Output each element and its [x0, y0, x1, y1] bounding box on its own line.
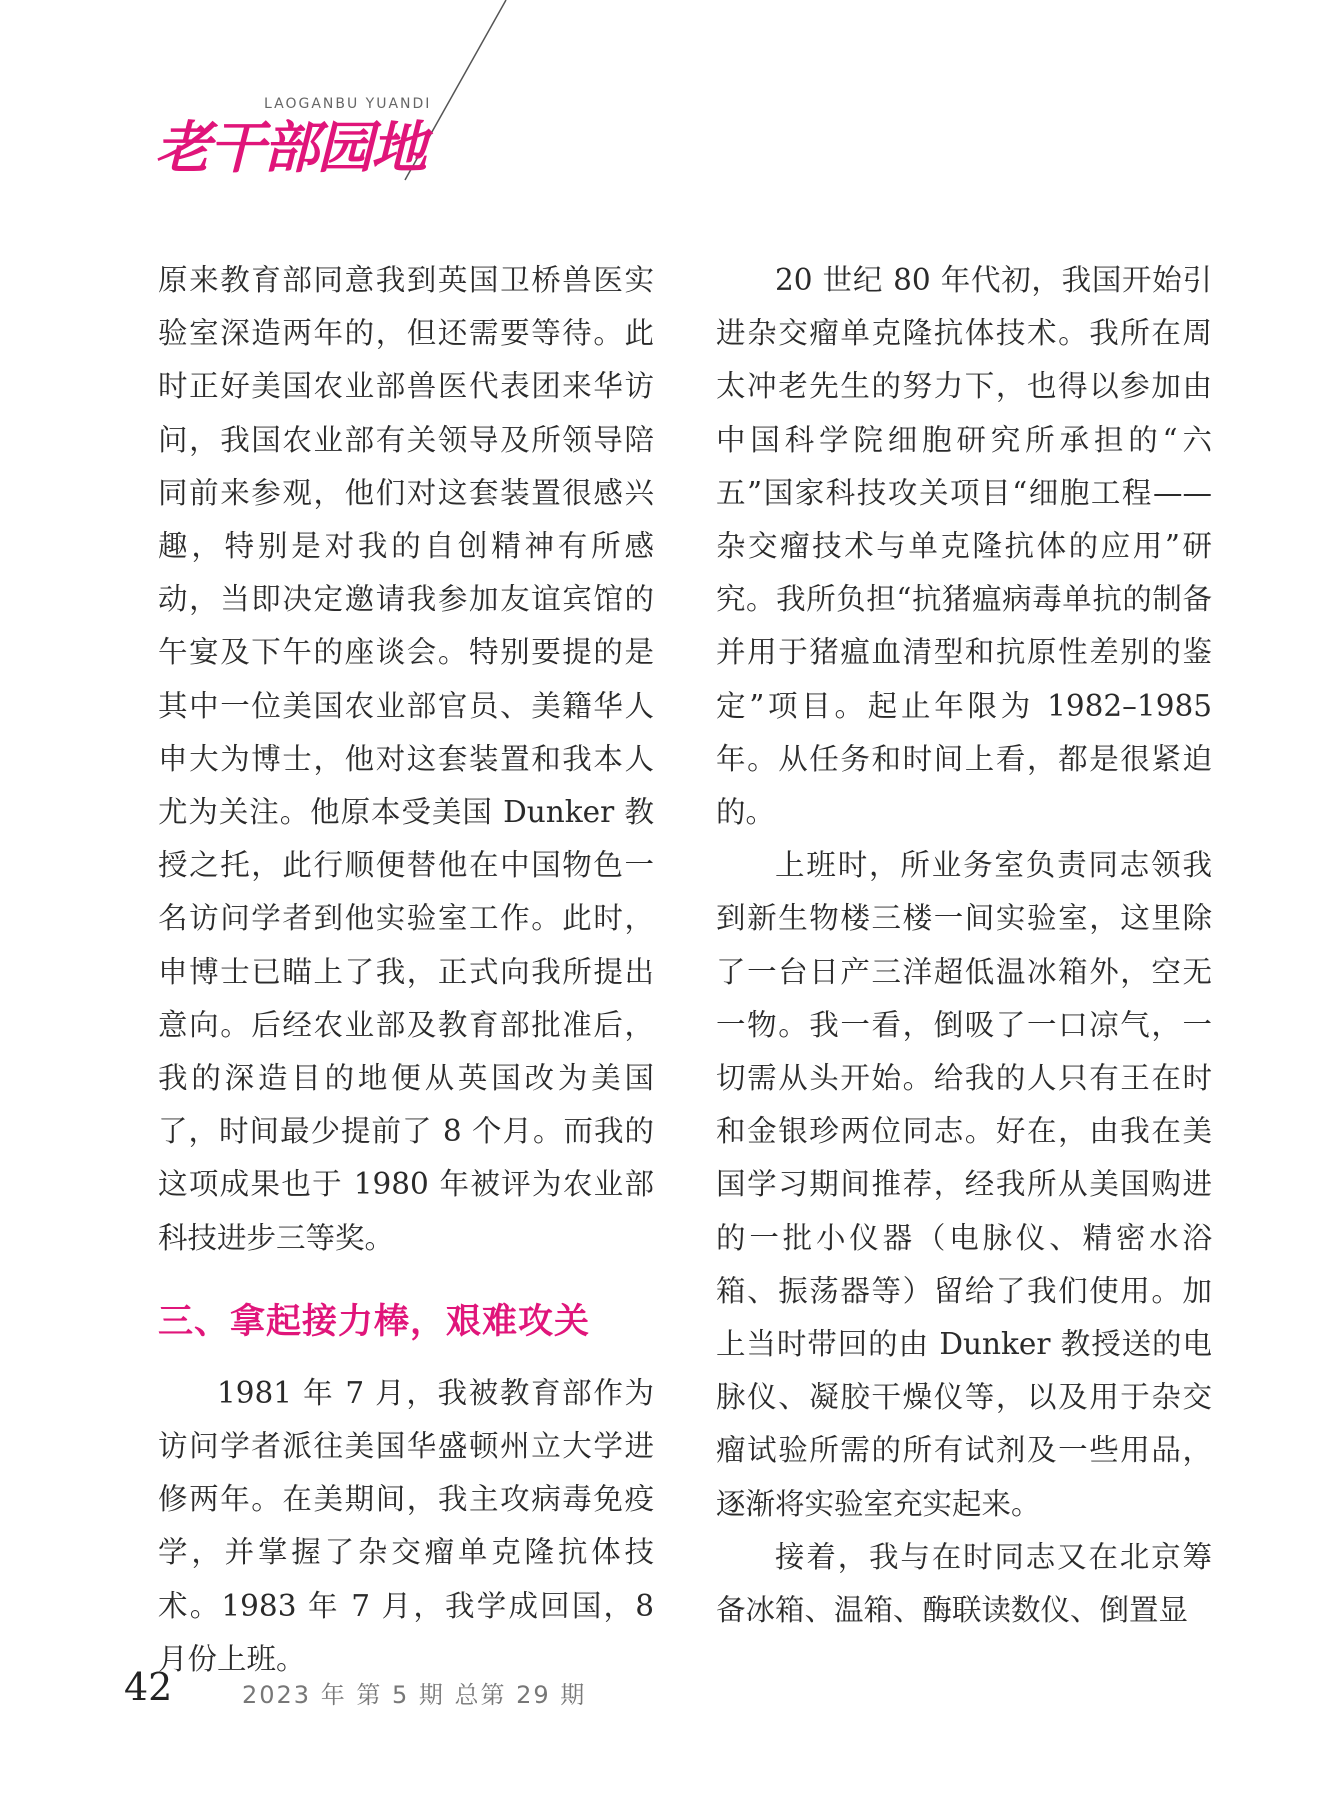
magazine-latin-name: LAOGANBU YUANDI	[264, 96, 432, 112]
page-header	[0, 0, 1323, 200]
body-paragraph: 原来教育部同意我到英国卫桥兽医实验室深造两年的，但还需要等待。此时正好美国农业部兽医代表团来华访问，我国农业部有关领导及所领导陪同前来参观，他们对这套装置很感兴趣，特别是对我的自创精神有所感动，当即决定邀请我参加友谊宾馆的午宴及下午的座谈会。特别要提的是其中一位美国农业部官员、美籍华人申大为博士，他对这套装置和我本人尤为关注。他原本受美国 Dunker 教授之托，此行顺便替他在中国物色一名访问学者到他实验室工作。此时，申博士已瞄上了我，正式向我所提出意向。后经农业部及教育部批准后，我的深造目的地便从英国改为美国了，时间最少提前了 8 个月。而我的这项成果也于 1980 年被评为农业部科技进步三等奖。	[158, 263, 654, 1255]
body-paragraph: 20 世纪 80 年代初，我国开始引进杂交瘤单克隆抗体技术。我所在周太冲老先生的努力下，也得以参加由中国科学院细胞研究所承担的“六五”国家科技攻关项目“细胞工程——杂交瘤技术与单克隆抗体的应用”研究。我所负担“抗猪瘟病毒单抗的制备并用于猪瘟血清型和抗原性差别的鉴定”项目。起止年限为 1982–1985 年。从任务和时间上看，都是很紧迫的。	[716, 263, 1212, 830]
page-footer	[124, 1665, 1224, 1725]
page-number: 42	[124, 1665, 173, 1709]
magazine-logo-title: 老干部园地	[155, 115, 425, 181]
section-heading: 三、拿起接力棒，艰难攻关	[158, 1301, 591, 1342]
right-column	[716, 254, 1212, 1637]
body-paragraph: 上班时，所业务室负责同志领我到新生物楼三楼一间实验室，这里除了一台日产三洋超低温冰箱外，空无一物。我一看，倒吸了一口凉气，一切需从头开始。给我的人只有王在时和金银珍两位同志。好在，由我在美国学习期间推荐，经我所从美国购进的一批小仪器（电脉仪、精密水浴箱、振荡器等）留给了我们使用。加上当时带回的由 Dunker 教授送的电脉仪、凝胶干燥仪等，以及用于杂交瘤试验所需的所有试剂及一些用品，逐渐将实验室充实起来。	[716, 848, 1212, 1521]
left-column	[158, 254, 654, 1686]
body-paragraph: 1981 年 7 月，我被教育部作为访问学者派往美国华盛顿州立大学进修两年。在美期间，我主攻病毒免疫学，并掌握了杂交瘤单克隆抗体技术。1983 年 7 月，我学成回国，8 月份上班。	[158, 1375, 654, 1676]
issue-info: 2023 年 第 5 期 总第 29 期	[242, 1681, 587, 1709]
body-paragraph: 接着，我与在时同志又在北京筹备冰箱、温箱、酶联读数仪、倒置显	[716, 1539, 1212, 1628]
